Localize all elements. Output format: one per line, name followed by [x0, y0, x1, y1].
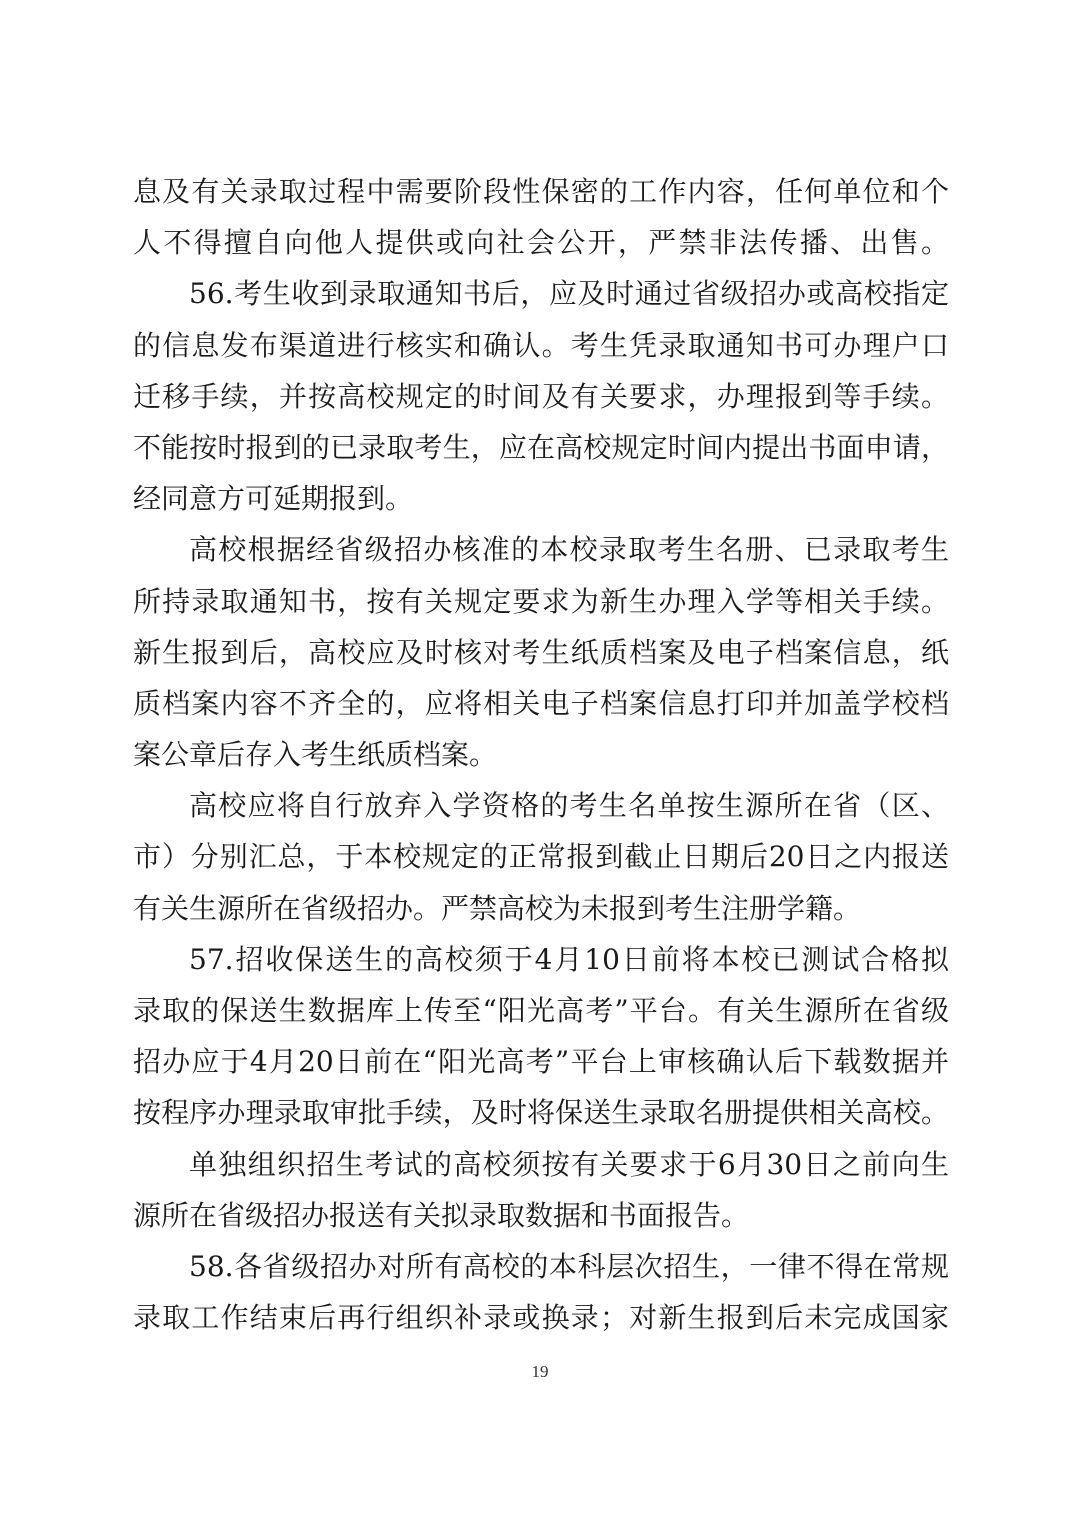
text-line-6: 不能按时报到的已录取考生，应在高校规定时间内提出书面申请， [133, 430, 949, 464]
text-line-22: 58.各省级招办对所有高校的本科层次招生，一律不得在常规 [189, 1249, 949, 1283]
text-line-10: 新生报到后，高校应及时核对考生纸质档案及电子档案信息，纸 [133, 635, 949, 669]
text-line-13: 高校应将自行放弃入学资格的考生名单按生源所在省（区、 [189, 789, 949, 823]
text-line-16: 57.招收保送生的高校须于4月10日前将本校已测试合格拟 [189, 942, 949, 976]
text-line-23: 录取工作结束后再行组织补录或换录；对新生报到后未完成国家 [133, 1301, 949, 1335]
text-line-4: 的信息发布渠道进行核实和确认。考生凭录取通知书可办理户口 [133, 328, 949, 362]
page-number: 19 [531, 1362, 549, 1381]
text-line-1: 息及有关录取过程中需要阶段性保密的工作内容，任何单位和个 [133, 175, 949, 208]
text-line-19: 按程序办理录取审批手续，及时将保送生录取名册提供相关高校。 [133, 1096, 949, 1130]
text-line-14: 市）分别汇总，于本校规定的正常报到截止日期后20日之内报送 [133, 840, 949, 874]
text-line-21: 源所在省级招办报送有关拟录取数据和书面报告。 [133, 1198, 750, 1232]
text-line-18: 招办应于4月20日前在“阳光高考”平台上审核确认后下载数据并 [133, 1045, 949, 1079]
text-line-8: 高校根据经省级招办核准的本校录取考生名册、已录取考生 [189, 533, 949, 567]
body-text [133, 166, 949, 1343]
text-line-11: 质档案内容不齐全的，应将相关电子档案信息打印并加盖学校档 [133, 686, 949, 720]
text-line-7: 经同意方可延期报到。 [133, 482, 414, 516]
text-line-17: 录取的保送生数据库上传至“阳光高考”平台。有关生源所在省级 [133, 994, 949, 1027]
text-line-3: 56.考生收到录取通知书后，应及时通过省级招办或高校指定 [189, 277, 949, 311]
text-line-5: 迁移手续，并按高校规定的时间及有关要求，办理报到等手续。 [133, 379, 949, 413]
text-line-2: 人不得擅自向他人提供或向社会公开，严禁非法传播、出售。 [133, 226, 949, 260]
text-line-15: 有关生源所在省级招办。严禁高校为未报到考生注册学籍。 [133, 891, 862, 925]
text-line-20: 单独组织招生考试的高校须按有关要求于6月30日之前向生 [189, 1147, 949, 1181]
text-line-9: 所持录取通知书，按有关规定要求为新生办理入学等相关手续。 [133, 584, 949, 618]
text-line-12: 案公章后存入考生纸质档案。 [133, 738, 498, 772]
